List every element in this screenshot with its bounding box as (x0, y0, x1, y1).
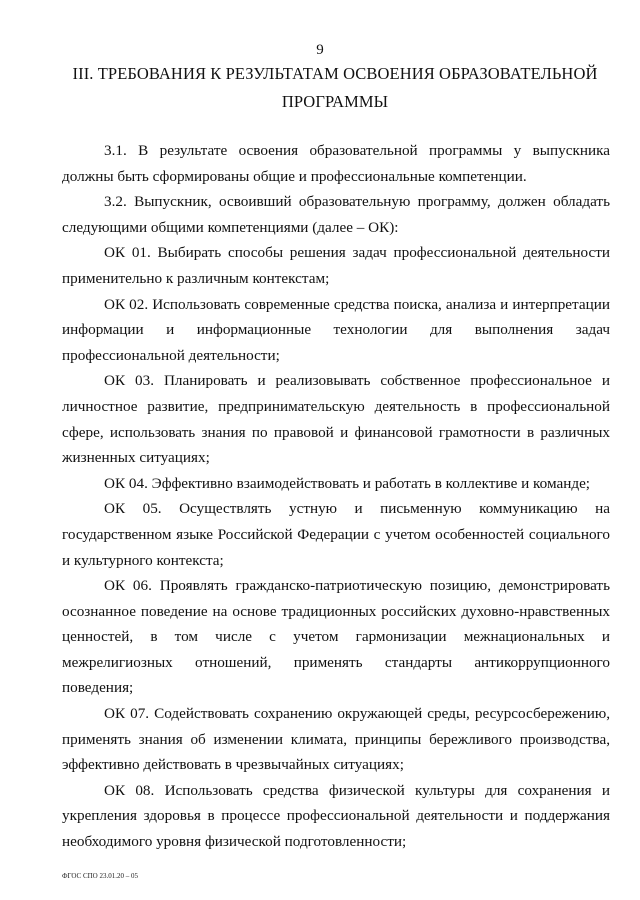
paragraph-3-2: 3.2. Выпускник, освоивший образовательную программу, должен обладать следующими общими компетенциями (далее – ОК): (62, 193, 610, 236)
competency-ok-03: ОК 03. Планировать и реализовывать собственное профессиональное и личностное развитие, предпринимательскую деятельность в профессиональной сфере, использовать знания по правовой и финансовой грамотности в различных жизненных ситуациях; (62, 372, 610, 467)
page-number: 9 (316, 42, 324, 58)
competency-ok-01: ОК 01. Выбирать способы решения задач профессиональной деятельности применительно к различным контекстам; (62, 244, 610, 287)
competency-ok-02: ОК 02. Использовать современные средства поиска, анализа и интерпретации информации и информационные технологии для выполнения задач профессиональной деятельности; (62, 295, 610, 364)
competency-ok-05: ОК 05. Осуществлять устную и письменную коммуникацию на государственном языке Российской Федерации с учетом особенностей социального и культурного контекста; (62, 500, 610, 569)
paragraph-3-1: 3.1. В результате освоения образовательной программы у выпускника должны быть сформированы общие и профессиональные компетенции. (62, 142, 610, 185)
competency-ok-04: ОК 04. Эффективно взаимодействовать и работать в коллективе и команде; (104, 474, 591, 492)
competency-ok-06: ОК 06. Проявлять гражданско-патриотическую позицию, демонстрировать осознанное поведение на основе традиционных российских духовно-нравственных ценностей, в том числе с учетом гармонизации межнациональных и межрелигиозных отношений, применять стандарты антикоррупционного поведения; (62, 577, 610, 697)
document-footer: ФГОС СПО 23.01.20 – 05 (62, 872, 138, 880)
section-heading: III. ТРЕБОВАНИЯ К РЕЗУЛЬТАТАМ ОСВОЕНИЯ ОБРАЗОВАТЕЛЬНОЙ ПРОГРАММЫ (72, 64, 598, 111)
competency-ok-07: ОК 07. Содействовать сохранению окружающей среды, ресурсосбережению, применять знания об изменении климата, принципы бережливого производства, эффективно действовать в чрезвычайных ситуациях; (62, 705, 610, 774)
competency-ok-08: ОК 08. Использовать средства физической культуры для сохранения и укрепления здоровья в процессе профессиональной деятельности и поддержания необходимого уровня физической подготовленности; (62, 781, 610, 851)
document-body (62, 138, 610, 855)
